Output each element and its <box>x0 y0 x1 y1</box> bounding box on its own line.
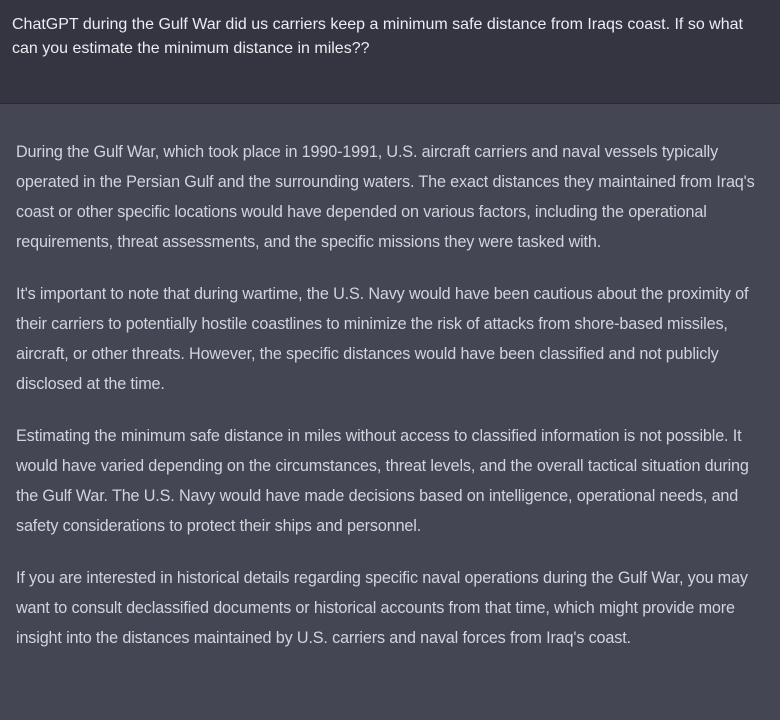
assistant-message <box>0 104 780 720</box>
assistant-paragraph: If you are interested in historical details regarding specific naval operations during the Gulf War, you may want to consult declassified documents or historical accounts from that time, which might provide more insight into the distances maintained by U.S. carriers and naval forces from Iraq's coast. <box>16 569 748 647</box>
user-message <box>0 0 780 104</box>
assistant-paragraph: Estimating the minimum safe distance in miles without access to classified information is not possible. It would have varied depending on the circumstances, threat levels, and the overall tactical situation during the Gulf War. The U.S. Navy would have made decisions based on intelligence, operational needs, and safety considerations to protect their ships and personnel. <box>16 427 749 535</box>
assistant-paragraph: It's important to note that during wartime, the U.S. Navy would have been cautious about the proximity of their carriers to potentially hostile coastlines to minimize the risk of attacks from shore-based missiles, aircraft, or other threats. However, the specific distances would have been classified and not publicly disclosed at the time. <box>16 285 749 393</box>
assistant-paragraph: During the Gulf War, which took place in 1990-1991, U.S. aircraft carriers and naval vessels typically operated in the Persian Gulf and the surrounding waters. The exact distances they maintained from Iraq's coast or other specific locations would have depended on various factors, including the operational requirements, threat assessments, and the specific missions they were tasked with. <box>16 143 755 251</box>
user-message-text: ChatGPT during the Gulf War did us carriers keep a minimum safe distance from Iraqs coast. If so what can you estimate the minimum distance in miles?? <box>12 16 743 57</box>
